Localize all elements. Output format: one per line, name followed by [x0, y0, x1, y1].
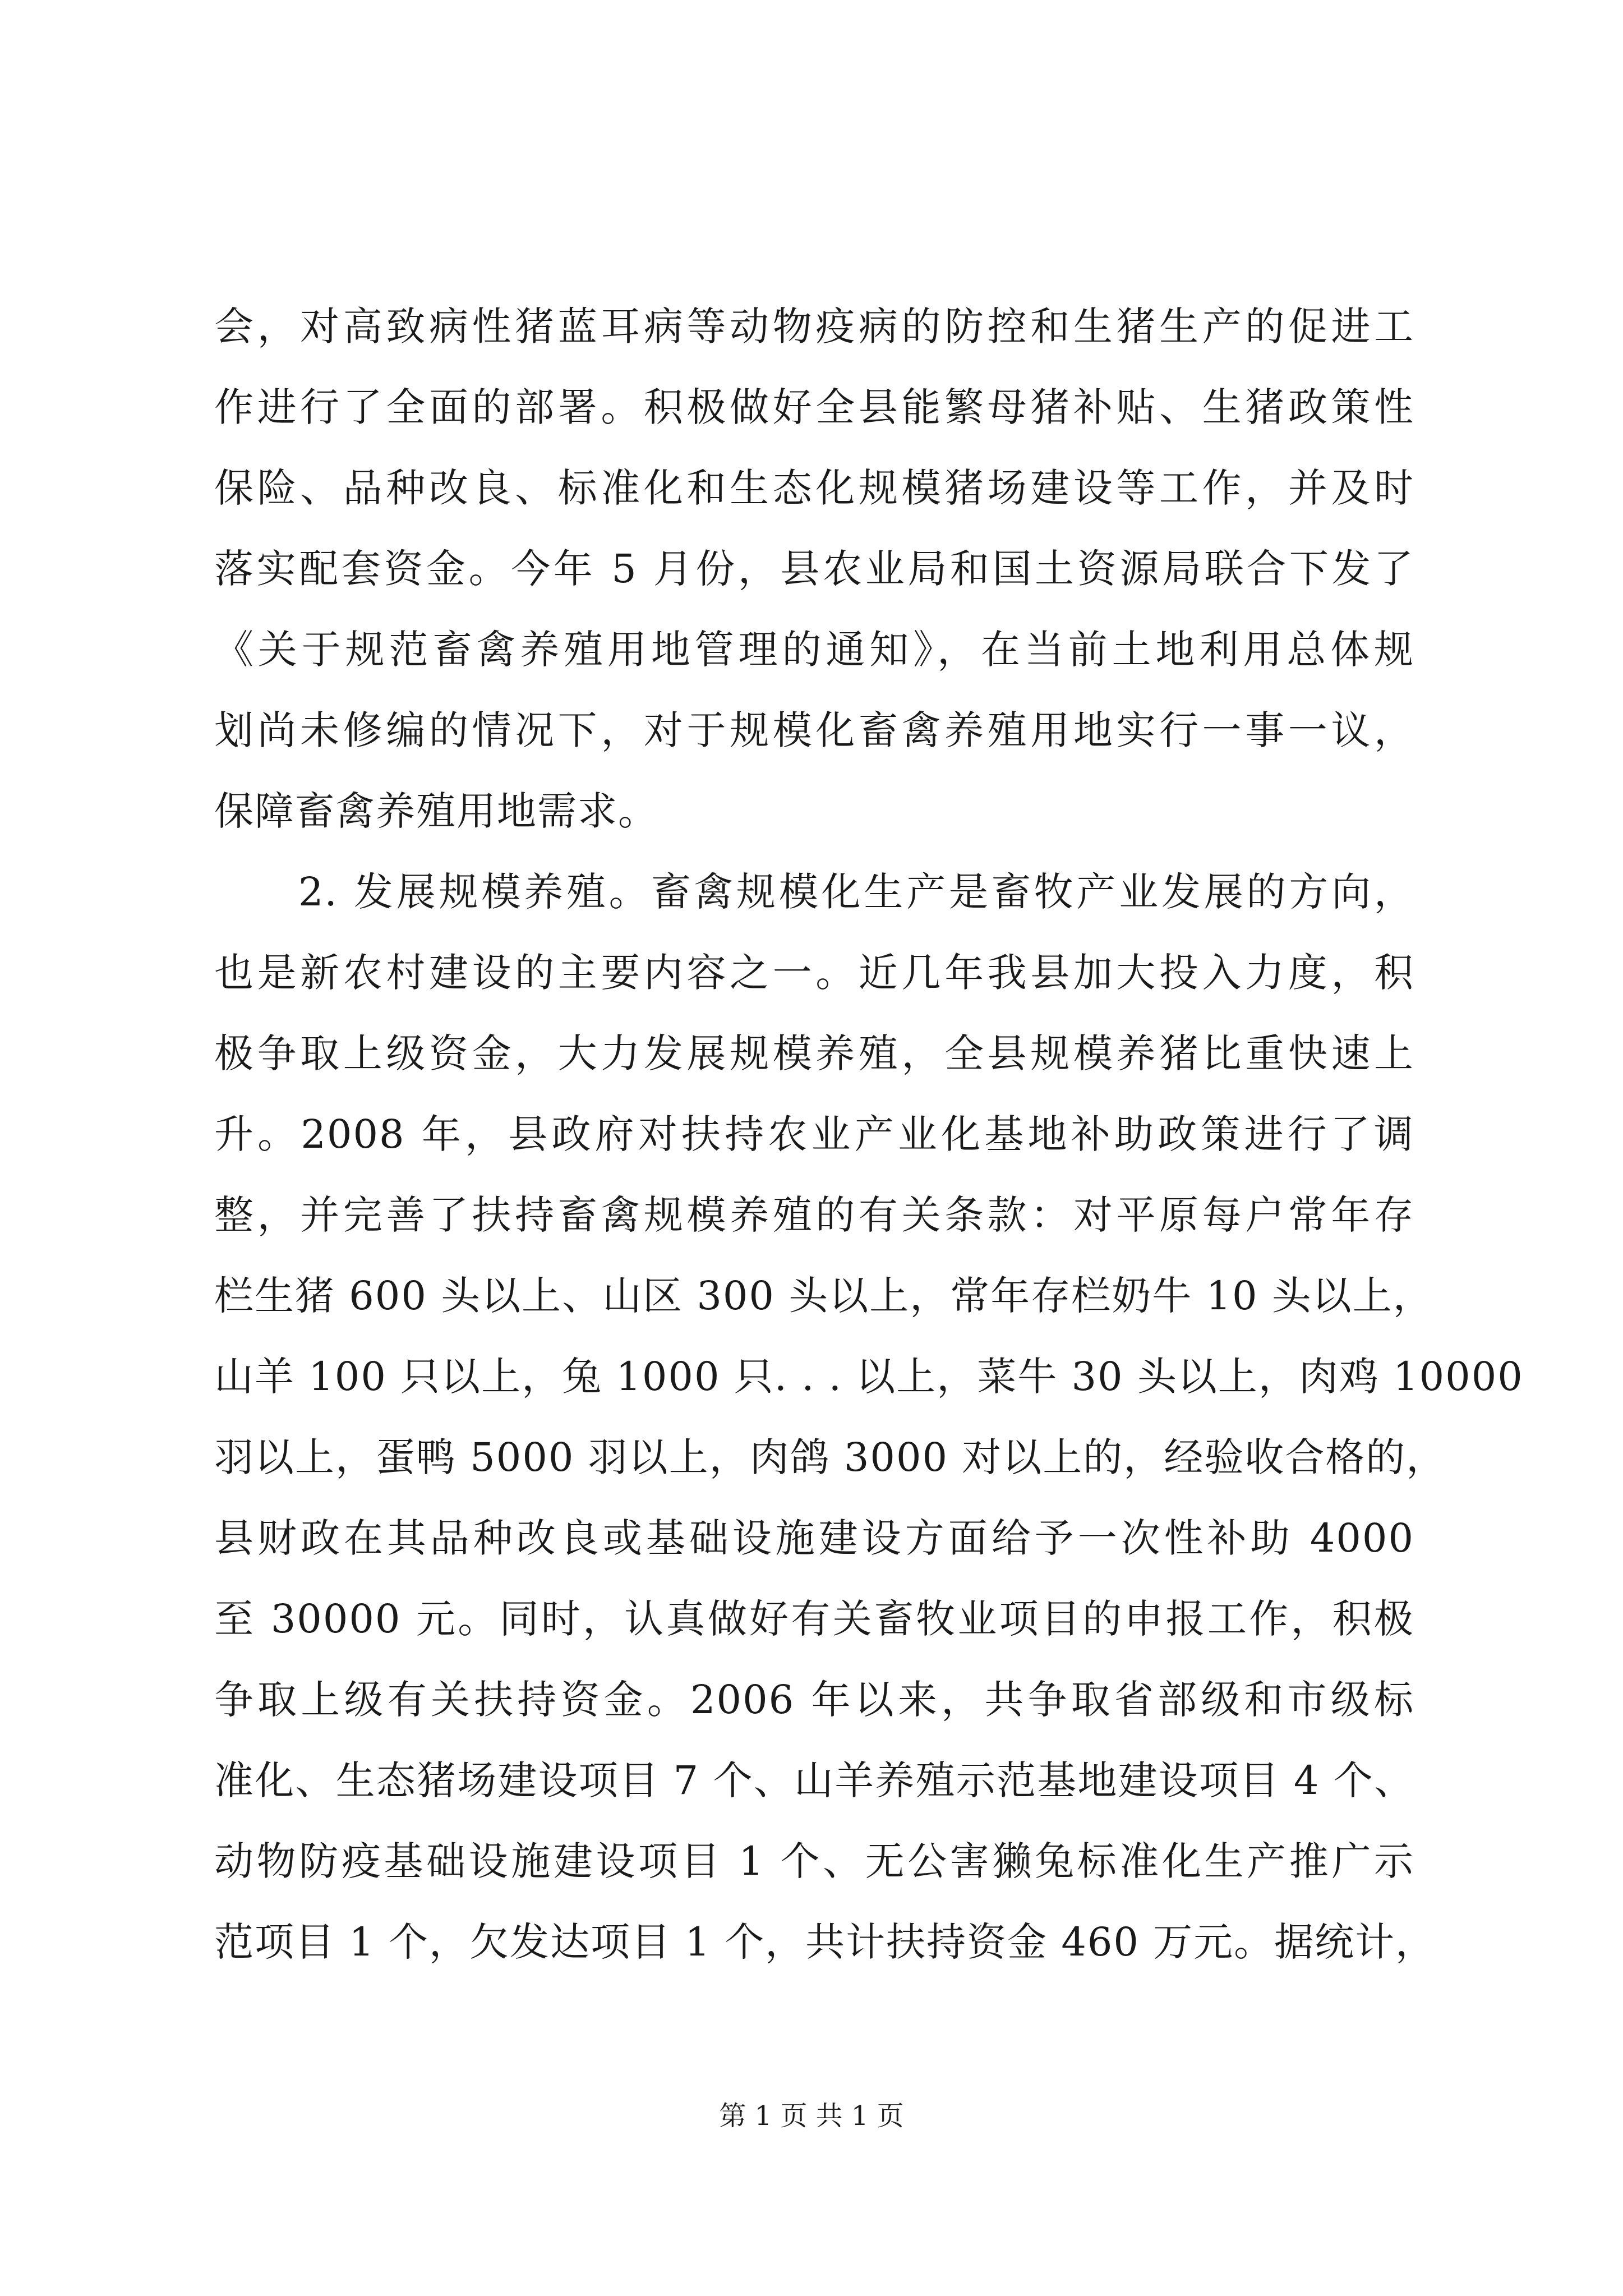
- text-line: 会，对高致病性猪蓝耳病等动物疫病的防控和生猪生产的促进工: [214, 303, 1414, 349]
- text-line: 升。2008 年，县政府对扶持农业产业化基地补助政策进行了调: [214, 1111, 1414, 1157]
- text-line: 山羊 100 只以上，兔 1000 只. . . 以上，菜牛 30 头以上，肉鸡 10000: [214, 1354, 1524, 1400]
- paragraph-start-line: 2. 发展规模养殖。畜禽规模化生产是畜牧产业发展的方向，: [298, 869, 1414, 915]
- text-line: 栏生猪 600 头以上、山区 300 头以上，常年存栏奶牛 10 头以上，: [214, 1273, 1433, 1319]
- text-line: 整，并完善了扶持畜禽规模养殖的有关条款：对平原每户常年存: [214, 1192, 1414, 1238]
- text-line: 县财政在其品种改良或基础设施建设方面给予一次性补助 4000: [214, 1515, 1414, 1561]
- text-line: 准化、生态猪场建设项目 7 个、山羊养殖示范基地建设项目 4 个、: [214, 1757, 1414, 1803]
- text-line: 争取上级有关扶持资金。2006 年以来，共争取省部级和市级标: [214, 1677, 1414, 1723]
- text-line: 保险、品种改良、标准化和生态化规模猪场建设等工作，并及时: [214, 465, 1414, 511]
- text-line: 《关于规范畜禽养殖用地管理的通知》，在当前土地利用总体规: [214, 627, 1414, 673]
- text-line: 保障畜禽养殖用地需求。: [214, 788, 658, 834]
- page-number-footer: 第 1 页 共 1 页: [719, 2100, 904, 2132]
- text-line: 羽以上，蛋鸭 5000 羽以上，肉鸽 3000 对以上的，经验收合格的，: [214, 1434, 1447, 1480]
- text-line: 划尚未修编的情况下，对于规模化畜禽养殖用地实行一事一议，: [214, 707, 1414, 753]
- text-line: 落实配套资金。今年 5 月份，县农业局和国土资源局联合下发了: [214, 546, 1414, 592]
- text-line: 动物防疫基础设施建设项目 1 个、无公害獭兔标准化生产推广示: [214, 1838, 1414, 1884]
- text-line: 至 30000 元。同时，认真做好有关畜牧业项目的申报工作，积极: [214, 1596, 1414, 1642]
- text-line: 范项目 1 个，欠发达项目 1 个，共计扶持资金 460 万元。据统计，: [214, 1919, 1436, 1965]
- text-line: 作进行了全面的部署。积极做好全县能繁母猪补贴、生猪政策性: [214, 384, 1414, 430]
- text-line: 极争取上级资金，大力发展规模养殖，全县规模养猪比重快速上: [214, 1030, 1414, 1076]
- text-line: 也是新农村建设的主要内容之一。近几年我县加大投入力度，积: [214, 950, 1414, 996]
